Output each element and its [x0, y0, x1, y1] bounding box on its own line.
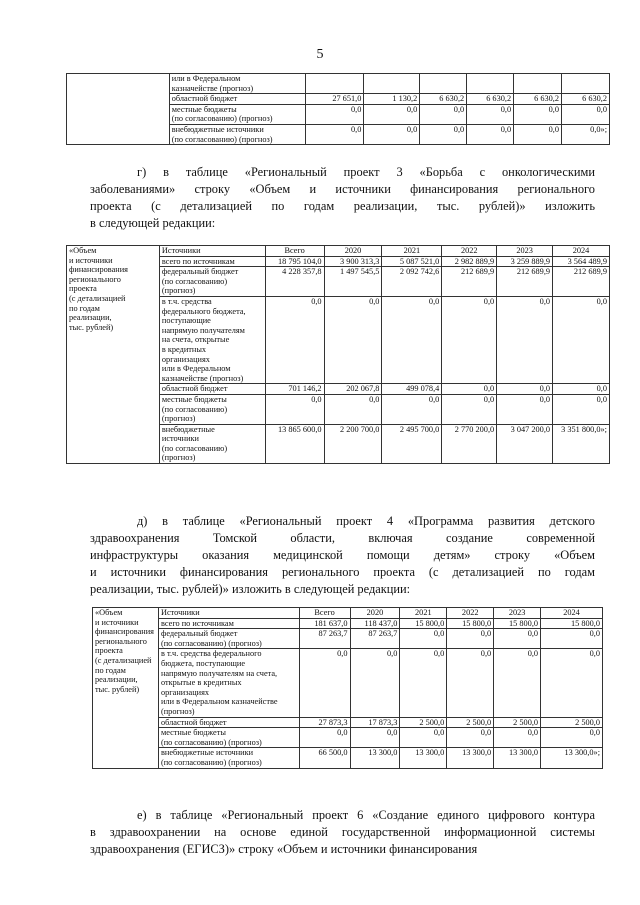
value-cell: [467, 74, 514, 94]
paragraph-line: заболеваниями» строку «Объем и источники финансирования регионального: [90, 182, 595, 196]
value-cell: 2 500,0: [400, 717, 447, 728]
column-header: Всего: [265, 246, 324, 257]
paragraph-line: здравоохранения (ЕГИСЗ)» строку «Объем и источники финансирования: [90, 842, 478, 856]
column-header: 2024: [553, 246, 610, 257]
section-label-line: (с детализацией: [69, 293, 126, 303]
value-cell: 18 795 104,0: [265, 256, 324, 267]
section-label-line: «Объем: [95, 608, 123, 617]
value-cell: 0,0: [494, 728, 541, 748]
value-cell: 1 130,2: [364, 94, 420, 105]
section-label-line: регионального: [95, 636, 147, 646]
value-cell: 0,0: [265, 394, 324, 424]
paragraph-g: [90, 164, 595, 232]
value-cell: 0,0: [324, 296, 382, 383]
value-cell: 212 689,9: [442, 267, 497, 297]
value-cell: 3 900 313,3: [324, 256, 382, 267]
section-label-line: проекта: [95, 646, 123, 656]
row-label-line: или в Федеральном: [171, 74, 241, 83]
row-label-line: (по согласованию) (прогноз): [160, 757, 262, 767]
section-label-line: по годам: [95, 665, 126, 675]
value-cell: 0,0: [447, 629, 494, 649]
value-cell: 5 087 521,0: [382, 256, 442, 267]
value-cell: 15 800,0: [400, 618, 447, 629]
value-cell: 0,0: [553, 394, 610, 424]
row-label-line: областной бюджет: [171, 94, 238, 104]
value-cell: 13 300,0: [400, 748, 447, 768]
row-label-line: в т.ч. средства федерального: [160, 649, 262, 659]
row-label: [158, 748, 299, 768]
row-label-line: или в Федеральном: [161, 364, 231, 374]
value-cell: 13 300,0: [494, 748, 541, 768]
section-label-line: финансирования: [95, 627, 154, 637]
value-cell: 0,0: [497, 384, 553, 395]
row-label-line: бюджета, поступающие: [160, 658, 246, 668]
column-header: Источники: [158, 608, 299, 619]
value-cell: 0,0: [364, 124, 420, 144]
row-label-line: внебюджетные источники: [160, 748, 254, 758]
section-label: [93, 608, 159, 769]
row-label-line: всего по источникам: [160, 618, 234, 628]
value-cell: 2 500,0: [447, 717, 494, 728]
value-cell: 0,0: [541, 649, 603, 717]
value-cell: 0,0: [467, 124, 514, 144]
row-label-line: напрямую получателям на счета,: [160, 668, 278, 678]
row-label-line: (по согласованию) (прогноз): [160, 737, 262, 747]
value-cell: 15 800,0: [494, 618, 541, 629]
row-label: [169, 74, 306, 94]
column-header: 2023: [497, 246, 553, 257]
row-label: [159, 256, 265, 267]
row-label-line: (прогноз): [161, 414, 196, 424]
value-cell: 181 637,0: [299, 618, 350, 629]
value-cell: 87 263,7: [299, 629, 350, 649]
column-header: 2022: [442, 246, 497, 257]
row-label: [159, 384, 265, 395]
column-header: Всего: [299, 608, 350, 619]
column-header: 2021: [382, 246, 442, 257]
value-cell: 0,0: [497, 394, 553, 424]
value-cell: 0,0: [442, 296, 497, 383]
row-label-line: или в Федеральном казначействе: [160, 697, 278, 707]
row-label-line: областной бюджет: [161, 384, 228, 394]
value-cell: 212 689,9: [553, 267, 610, 297]
value-cell: 0,0: [467, 104, 514, 124]
value-cell: 0,0: [420, 104, 467, 124]
section-label-line: финансирования: [69, 265, 128, 275]
table-row: [93, 748, 603, 768]
row-label-line: казначействе (прогноз): [171, 83, 254, 93]
column-header: 2024: [541, 608, 603, 619]
paragraph-d: [90, 513, 595, 598]
value-cell: 212 689,9: [497, 267, 553, 297]
paragraph-line: д) в таблице «Региональный проект 4 «Программа развития детского: [137, 514, 595, 528]
paragraph-line: г) в таблице «Региональный проект 3 «Борьба с онкологическими: [137, 165, 595, 179]
section-label-line: по годам: [69, 303, 100, 313]
value-cell: 2 200 700,0: [324, 424, 382, 463]
row-label: [169, 104, 306, 124]
table-row: [93, 618, 603, 629]
value-cell: 0,0: [442, 394, 497, 424]
row-label-line: местные бюджеты: [171, 104, 237, 114]
row-label-line: открытые в кредитных: [160, 678, 242, 688]
row-label-line: в кредитных: [161, 344, 207, 354]
page-number: 5: [316, 47, 324, 62]
value-cell: 0,0: [442, 384, 497, 395]
row-label-line: (по согласованию) (прогноз): [171, 134, 273, 144]
row-label: [158, 649, 299, 717]
row-label-line: (по согласованию) (прогноз): [171, 114, 273, 124]
column-header: 2022: [447, 608, 494, 619]
paragraph-e: [90, 807, 595, 858]
value-cell: 0,0: [306, 104, 364, 124]
row-label-line: (по согласованию): [161, 276, 228, 286]
value-cell: 701 146,2: [265, 384, 324, 395]
row-label-line: на счета, открытые: [161, 335, 230, 345]
row-label: [158, 717, 299, 728]
row-label-line: (прогноз): [161, 286, 196, 296]
value-cell: 202 067,8: [324, 384, 382, 395]
header-row: [93, 608, 603, 619]
column-header: 2020: [350, 608, 400, 619]
value-cell: 0,0: [447, 649, 494, 717]
value-cell: 27 873,3: [299, 717, 350, 728]
value-cell: 0,0: [553, 384, 610, 395]
row-label-line: федеральный бюджет: [161, 267, 239, 277]
row-label-line: внебюджетные источники: [171, 124, 264, 134]
value-cell: 0,0: [514, 104, 562, 124]
row-label-line: (по согласованию): [161, 443, 228, 453]
value-cell: 0,0: [299, 649, 350, 717]
value-cell: 6 630,2: [562, 94, 610, 105]
value-cell: 0,0: [541, 728, 603, 748]
row-label-line: казначействе (прогноз): [161, 373, 244, 383]
section-label-line: тыс. рублей): [69, 322, 114, 332]
value-cell: 0,0: [400, 649, 447, 717]
section-label-line: реализации,: [69, 313, 112, 323]
column-header: 2023: [494, 608, 541, 619]
row-label-line: источники: [161, 434, 199, 444]
row-label-line: областной бюджет: [160, 717, 227, 727]
value-cell: 499 078,4: [382, 384, 442, 395]
value-cell: 6 630,2: [420, 94, 467, 105]
row-label: [159, 296, 265, 383]
value-cell: 13 865 600,0: [265, 424, 324, 463]
row-label: [159, 424, 265, 463]
value-cell: 0,0: [494, 629, 541, 649]
table-row: [67, 74, 610, 94]
value-cell: 0,0: [299, 728, 350, 748]
row-label: [158, 618, 299, 629]
value-cell: 13 300,0»;: [541, 748, 603, 768]
value-cell: 0,0: [324, 394, 382, 424]
value-cell: 0,0: [265, 296, 324, 383]
value-cell: 3 564 489,9: [553, 256, 610, 267]
row-label-line: (по согласованию): [161, 404, 228, 414]
value-cell: 0,0: [364, 104, 420, 124]
value-cell: 118 437,0: [350, 618, 400, 629]
row-label: [169, 124, 306, 144]
value-cell: 4 228 357,8: [265, 267, 324, 297]
value-cell: 2 770 200,0: [442, 424, 497, 463]
value-cell: [364, 74, 420, 94]
value-cell: 13 300,0: [447, 748, 494, 768]
table-continued: [66, 73, 610, 145]
value-cell: 15 800,0: [447, 618, 494, 629]
column-header: Источники: [159, 246, 265, 257]
value-cell: 66 500,0: [299, 748, 350, 768]
value-cell: 0,0: [306, 124, 364, 144]
row-label: [159, 394, 265, 424]
row-label-line: (прогноз): [161, 453, 196, 463]
row-label-line: (прогноз): [160, 706, 195, 716]
row-label-line: (по согласованию) (прогноз): [160, 638, 262, 648]
row-label-line: организациях: [160, 687, 210, 697]
table-row: [93, 629, 603, 649]
paragraph-line: инфраструктуры оказания медицинской помощи детям» строку «Объем: [90, 548, 595, 562]
row-label-line: местные бюджеты: [160, 728, 226, 738]
header-row: [67, 246, 610, 257]
paragraph-line: и источники финансирования регионального проекта (с детализацией по годам: [90, 565, 595, 579]
section-label-line: и источники: [69, 255, 113, 265]
value-cell: 2 500,0: [541, 717, 603, 728]
section-label-line: проекта: [69, 284, 97, 294]
value-cell: [562, 74, 610, 94]
value-cell: 0,0: [497, 296, 553, 383]
value-cell: 0,0: [494, 649, 541, 717]
section-label-line: регионального: [69, 274, 121, 284]
value-cell: 0,0: [553, 296, 610, 383]
value-cell: 0,0: [382, 394, 442, 424]
table-row: [93, 717, 603, 728]
value-cell: 6 630,2: [467, 94, 514, 105]
column-header: 2021: [400, 608, 447, 619]
section-label-line: «Объем: [69, 246, 97, 255]
value-cell: 0,0: [400, 629, 447, 649]
table-project-3: [66, 245, 610, 464]
value-cell: 0,0: [420, 124, 467, 144]
value-cell: 0,0: [447, 728, 494, 748]
paragraph-line: реализации, тыс. рублей)» изложить в следующей редакции:: [90, 582, 411, 596]
table-row: [93, 649, 603, 717]
table-row: [93, 728, 603, 748]
value-cell: 0,0: [562, 104, 610, 124]
row-label-line: федерального бюджета,: [161, 306, 246, 316]
row-label: [158, 629, 299, 649]
row-label: [169, 94, 306, 105]
value-cell: 17 873,3: [350, 717, 400, 728]
row-label-line: федеральный бюджет: [160, 629, 238, 639]
value-cell: 2 982 889,9: [442, 256, 497, 267]
value-cell: [420, 74, 467, 94]
row-label-line: местные бюджеты: [161, 394, 227, 404]
left-blank-cell: [67, 74, 170, 145]
value-cell: 0,0: [400, 728, 447, 748]
value-cell: 0,0: [382, 296, 442, 383]
value-cell: 15 800,0: [541, 618, 603, 629]
value-cell: 3 351 800,0»;: [553, 424, 610, 463]
row-label-line: поступающие: [161, 316, 211, 326]
value-cell: 0,0»;: [562, 124, 610, 144]
value-cell: [514, 74, 562, 94]
value-cell: [306, 74, 364, 94]
value-cell: 6 630,2: [514, 94, 562, 105]
value-cell: 87 263,7: [350, 629, 400, 649]
value-cell: 1 497 545,5: [324, 267, 382, 297]
row-label: [158, 728, 299, 748]
row-label-line: внебюджетные: [161, 424, 215, 434]
row-label-line: напрямую получателям: [161, 325, 245, 335]
value-cell: 2 495 700,0: [382, 424, 442, 463]
value-cell: 3 259 889,9: [497, 256, 553, 267]
column-header: 2020: [324, 246, 382, 257]
value-cell: 0,0: [350, 728, 400, 748]
paragraph-line: в следующей редакции:: [90, 216, 216, 230]
value-cell: 3 047 200,0: [497, 424, 553, 463]
section-label-line: (с детализацией: [95, 655, 152, 665]
row-label-line: всего по источникам: [161, 256, 235, 266]
paragraph-line: здравоохранения Томской области, включая создание современной: [90, 531, 595, 545]
value-cell: 2 500,0: [494, 717, 541, 728]
table-project-4: [92, 607, 603, 769]
value-cell: 0,0: [514, 124, 562, 144]
value-cell: 27 651,0: [306, 94, 364, 105]
row-label: [159, 267, 265, 297]
value-cell: 13 300,0: [350, 748, 400, 768]
section-label-line: и источники: [95, 617, 139, 627]
section-label: [67, 246, 160, 464]
row-label-line: организациях: [161, 354, 210, 364]
section-label-line: реализации,: [95, 675, 138, 685]
value-cell: 2 092 742,6: [382, 267, 442, 297]
paragraph-line: проекта (с детализацией по годам реализации, тыс. рублей)» изложить: [90, 199, 595, 213]
section-label-line: тыс. рублей): [95, 684, 140, 694]
value-cell: 0,0: [350, 649, 400, 717]
value-cell: 0,0: [541, 629, 603, 649]
paragraph-line: е) в таблице «Региональный проект 6 «Создание единого цифрового контура: [137, 808, 595, 822]
row-label-line: в т.ч. средства: [161, 296, 212, 306]
paragraph-line: в здравоохранении на основе единой государственной информационной системы: [90, 825, 595, 839]
